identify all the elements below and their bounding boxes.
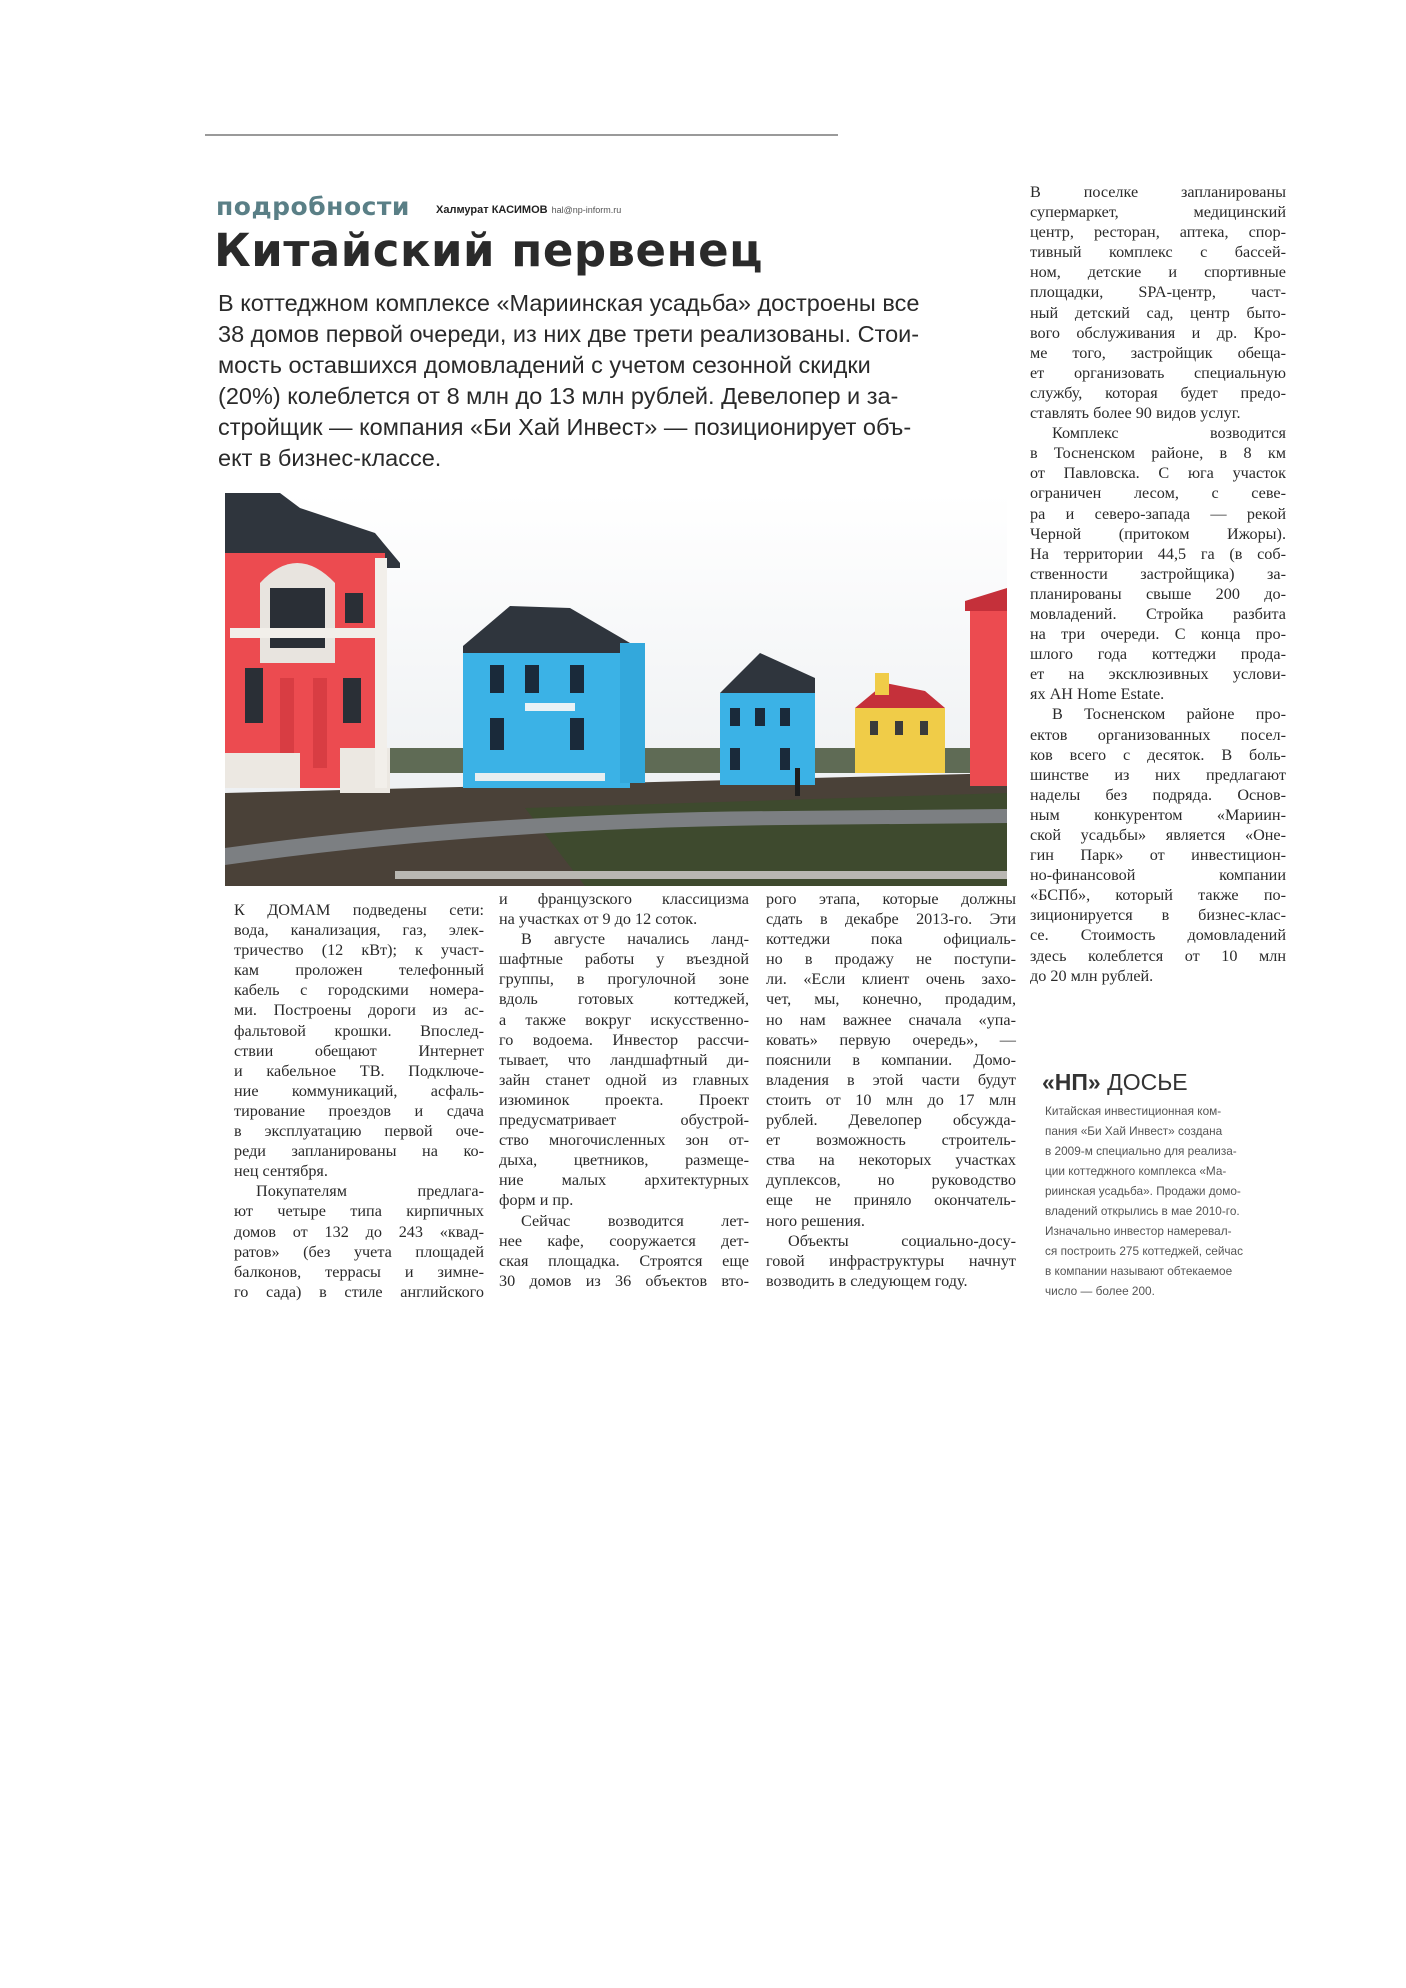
text-line: форм и пр. <box>499 1191 574 1210</box>
text-line: домов от 132 до 243 «квад- <box>234 1222 484 1241</box>
text-line: ного решения. <box>766 1211 865 1230</box>
text-line: ковать» первую очередь», — <box>766 1030 1016 1049</box>
dossier-line: ции коттеджного комплекса «Ма- <box>1045 1164 1227 1178</box>
lead-paragraph <box>218 288 1008 474</box>
text-line: ли. «Если клиент очень захо- <box>766 970 1016 989</box>
text-line: до 20 млн рублей. <box>1030 966 1154 985</box>
text-line: чет, мы, конечно, продадим, <box>766 990 1016 1009</box>
text-line: ют четыре типа кирпичных <box>234 1202 484 1221</box>
text-line: ограничен лесом, с севе- <box>1030 484 1286 503</box>
text-line: супермаркет, медицинский <box>1030 203 1286 222</box>
text-line: го сада) в стиле английского <box>234 1282 484 1301</box>
lead-line: стройщик — компания «Би Хай Инвест» — позиционирует объ- <box>218 414 912 440</box>
text-line: площадки, SPA-центр, част- <box>1030 283 1286 302</box>
text-line: вода, канализация, газ, элек- <box>234 921 484 940</box>
dossier-line: пания «Би Хай Инвест» создана <box>1045 1124 1223 1138</box>
text-line: наделы без подряда. Основ- <box>1030 785 1286 804</box>
text-line: нец сентября. <box>234 1162 328 1181</box>
text-line: рублей. Девелопер обсужда- <box>766 1111 1016 1130</box>
byline <box>436 204 621 216</box>
dossier-text <box>1045 1101 1280 1301</box>
text-line: ет организовать специальную <box>1030 363 1286 382</box>
text-line: сдать в декабре 2013-го. Эти <box>766 910 1016 929</box>
text-line: 30 домов из 36 объектов вто- <box>499 1271 749 1290</box>
text-line: тричество (12 кВт); к участ- <box>234 941 484 960</box>
text-line: ство многочисленных зон от- <box>499 1131 749 1150</box>
text-line: Объекты социально-досу- <box>788 1231 1016 1250</box>
text-line: се. Стоимость домовладений <box>1030 926 1286 945</box>
text-line: Черной (притоком Ижоры). <box>1030 524 1286 543</box>
dossier-line: ся построить 275 коттеджей, сейчас <box>1045 1244 1244 1258</box>
text-line: еще не приняло окончатель- <box>766 1191 1016 1210</box>
text-line: ях АН Home Estate. <box>1030 685 1165 704</box>
text-line: фальтовой крошки. Впослед- <box>234 1021 484 1040</box>
text-line: дуплексов, но руководство <box>766 1171 1016 1190</box>
text-line: в Тосненском районе, в 8 км <box>1030 444 1286 463</box>
lead-line: В коттеджном комплексе «Мариинская усадьба» достроены все <box>218 290 920 316</box>
text-line: ми. Построены дороги из ас- <box>234 1001 484 1020</box>
text-line: на участках от 9 до 12 соток. <box>499 910 698 929</box>
text-line: но в продажу не поступи- <box>766 950 1016 969</box>
text-line: ном, детские и спортивные <box>1030 263 1286 282</box>
lead-line: 38 домов первой очереди, из них две трети реализованы. Стои- <box>218 321 920 347</box>
text-line: го водоема. Инвестор рассчи- <box>499 1030 749 1049</box>
text-line: на три очереди. С конца про- <box>1030 625 1286 644</box>
lead-line: ект в бизнес-классе. <box>218 445 442 471</box>
dossier-title <box>1042 1069 1188 1096</box>
text-line: реди запланированы на ко- <box>234 1142 484 1161</box>
text-line: шлого года коттеджи прода- <box>1030 645 1286 664</box>
dossier-line: владений открылись в мае 2010-го. <box>1045 1204 1240 1218</box>
text-line: гин Парк» от инвестицион- <box>1030 846 1286 865</box>
body-column-1 <box>234 900 484 1302</box>
text-line: ный детский сад, центр быто- <box>1030 303 1286 322</box>
text-line: владения в этой части будут <box>766 1070 1016 1089</box>
text-line: и французского классицизма <box>499 890 749 908</box>
text-line: группы, в прогулочной зоне <box>499 970 749 989</box>
dossier-line: число — более 200. <box>1045 1284 1155 1298</box>
body-column-2 <box>499 889 749 1291</box>
text-line: и кабельное ТВ. Подключе- <box>234 1061 484 1080</box>
dossier-line: Китайская инвестиционная ком- <box>1045 1104 1222 1118</box>
text-line: тирование проездов и сдача <box>234 1101 484 1120</box>
text-line: В поселке запланированы <box>1030 183 1286 201</box>
text-line: пояснили в компании. Домо- <box>766 1050 1016 1069</box>
text-line: ков всего с десяток. В боль- <box>1030 745 1286 764</box>
lead-line: (20%) колеблется от 8 млн до 13 млн рублей. Девелопер и за- <box>218 383 899 409</box>
text-line: а также вокруг искусственно- <box>499 1010 749 1029</box>
text-line: На территории 44,5 га (в соб- <box>1030 544 1286 563</box>
text-line: ным конкурентом «Мариин- <box>1030 805 1286 824</box>
text-line: планированы свыше 200 до- <box>1030 584 1286 603</box>
text-line: ственности застройщика) за- <box>1030 564 1286 583</box>
text-line: говой инфраструктуры начнут <box>766 1251 1016 1270</box>
lead-line: мость оставшихся домовладений с учетом сезонной скидки <box>218 352 871 378</box>
text-line: изюминок проекта. Проект <box>499 1090 749 1109</box>
text-line: рого этапа, которые должны <box>766 890 1016 908</box>
text-line: ние малых архитектурных <box>499 1171 749 1190</box>
text-line: стоить от 10 млн до 17 млн <box>766 1090 1016 1109</box>
text-line: В августе начались ланд- <box>521 930 749 949</box>
text-line: дыха, цветников, размеще- <box>499 1151 749 1170</box>
top-rule <box>205 134 838 136</box>
text-line: Комплекс возводится <box>1052 424 1286 443</box>
text-line: ратов» (без учета площадей <box>234 1242 484 1261</box>
dossier-mark: «НП» <box>1042 1069 1101 1095</box>
text-line: от Павловска. С юга участок <box>1030 464 1286 483</box>
text-line: нее кафе, сооружается дет- <box>499 1231 749 1250</box>
text-line: ставлять более 90 видов услуг. <box>1030 404 1241 423</box>
text-line: шинстве из них предлагают <box>1030 765 1286 784</box>
text-line: Покупателям предлага- <box>256 1182 484 1201</box>
cottages-photo <box>225 493 1007 886</box>
text-line: зиционируется в бизнес-клас- <box>1030 906 1286 925</box>
text-line: ской усадьбы» является «Оне- <box>1030 826 1286 844</box>
text-line: ствии обещают Интернет <box>234 1041 484 1060</box>
text-line: центр, ресторан, аптека, спор- <box>1030 223 1286 242</box>
body-column-4 <box>1030 182 1286 986</box>
text-line: предусматривает обустрой- <box>499 1111 749 1130</box>
dossier-line: в компании называют обтекаемое <box>1045 1264 1233 1278</box>
text-line: но-финансовой компании <box>1030 866 1286 885</box>
text-line: шафтные работы у въездной <box>499 950 749 969</box>
text-line: службу, которая будет предо- <box>1030 383 1286 402</box>
text-line: К ДОМАМ подведены сети: <box>234 901 484 919</box>
text-line: коттеджи пока официаль- <box>766 930 1016 949</box>
headline: Китайский первенец <box>214 224 764 277</box>
text-line: ра и северо-запада — рекой <box>1030 504 1286 523</box>
text-line: «БСПб», который также по- <box>1030 886 1286 905</box>
text-line: В Тосненском районе про- <box>1052 705 1286 724</box>
text-line: возводить в следующем году. <box>766 1271 968 1290</box>
text-line: вого обслуживания и др. Кро- <box>1030 323 1286 342</box>
section-rubric: подробности <box>216 192 410 221</box>
text-line: ская площадка. Строятся еще <box>499 1251 749 1270</box>
dossier-line: в 2009-м специально для реализа- <box>1045 1144 1237 1158</box>
text-line: зайн станет одной из главных <box>499 1070 749 1089</box>
text-line: здесь колеблется от 10 млн <box>1030 946 1286 965</box>
text-line: но нам важнее сначала «упа- <box>766 1010 1016 1029</box>
text-line: ние коммуникаций, асфаль- <box>234 1081 484 1100</box>
text-line: тывает, что ландшафтный ди- <box>499 1050 749 1069</box>
text-line: кабель с городскими номера- <box>234 981 484 1000</box>
author-name: Халмурат КАСИМОВ <box>436 204 548 216</box>
text-line: балконов, террасы и зимне- <box>234 1262 484 1281</box>
author-email: hal@np-inform.ru <box>551 205 622 215</box>
text-line: тивный комплекс с бассей- <box>1030 243 1286 262</box>
text-line: кам проложен телефонный <box>234 961 484 980</box>
text-line: ме того, застройщик обеща- <box>1030 343 1286 362</box>
dossier-line: Изначально инвестор намеревал- <box>1045 1224 1232 1238</box>
body-column-3 <box>766 889 1016 1291</box>
text-line: ет возможность строитель- <box>766 1131 1016 1150</box>
dossier-line: риинская усадьба». Продажи домо- <box>1045 1184 1241 1198</box>
text-line: в эксплуатацию первой оче- <box>234 1122 484 1141</box>
dossier-label: ДОСЬЕ <box>1107 1069 1188 1095</box>
text-line: ет на эксклюзивных услови- <box>1030 665 1286 684</box>
text-line: ства на некоторых участках <box>766 1151 1016 1170</box>
text-line: мовладений. Стройка разбита <box>1030 604 1286 623</box>
text-line: ектов организованных посел- <box>1030 725 1286 744</box>
text-line: вдоль готовых коттеджей, <box>499 990 749 1009</box>
text-line: Сейчас возводится лет- <box>521 1211 749 1230</box>
